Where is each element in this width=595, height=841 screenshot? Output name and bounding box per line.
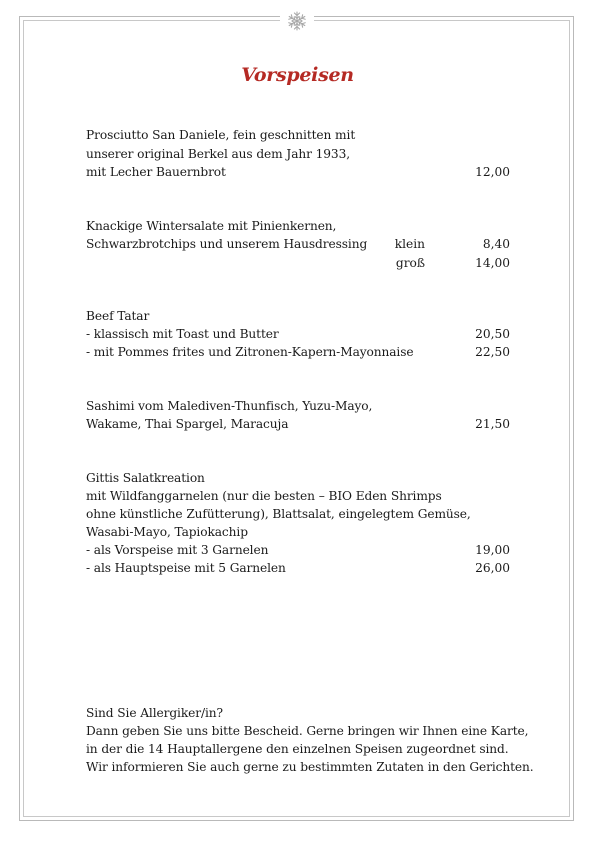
portion-size-label: klein [394,237,425,251]
menu-item-line: - als Vorspeise mit 3 Garnelen [86,543,269,557]
menu-item-price: 26,00 [475,561,510,575]
menu-item-price: 20,50 [475,327,510,341]
menu-item-price: 12,00 [475,165,510,179]
allergy-heading: Sind Sie Allergiker/in? [86,706,223,720]
allergy-text-line: Dann geben Sie uns bitte Bescheid. Gerne bringen wir Ihnen eine Karte, [86,724,529,738]
menu-item-line: Wakame, Thai Spargel, Maracuja [86,417,289,431]
menu-item-line: mit Wildfanggarnelen (nur die besten – BIO Eden Shrimps [86,489,442,503]
portion-size-label: groß [395,256,425,270]
snowflake-icon [280,6,314,36]
menu-item-line: Gittis Salatkreation [86,471,205,485]
page-title: Vorspeisen [241,64,354,86]
menu-item-line: - mit Pommes frites und Zitronen-Kapern-Mayonnaise [86,345,414,359]
menu-item-line: Sashimi vom Malediven-Thunfisch, Yuzu-Mayo, [86,399,373,413]
menu-item-line: ohne künstliche Zufütterung), Blattsalat, eingelegtem Gemüse, [86,507,471,521]
menu-item-line: - als Hauptspeise mit 5 Garnelen [86,561,286,575]
menu-item-price: 21,50 [475,417,510,431]
menu-item-price: 8,40 [482,237,510,251]
menu-item-price: 22,50 [475,345,510,359]
menu-item-line: unserer original Berkel aus dem Jahr 1933, [86,147,350,161]
menu-item-line: - klassisch mit Toast und Butter [86,327,279,341]
menu-item-line: Knackige Wintersalate mit Pinienkernen, [86,219,337,233]
menu-item-line: Schwarzbrotchips und unserem Hausdressing [86,237,368,251]
menu-item-line: Prosciutto San Daniele, fein geschnitten mit [86,128,356,142]
allergy-text-line: in der die 14 Hauptallergene den einzelnen Speisen zugeordnet sind. [86,742,509,756]
menu-item-price: 14,00 [475,256,510,270]
menu-item-line: Wasabi-Mayo, Tapiokachip [86,525,248,539]
menu-item-line: mit Lecher Bauernbrot [86,165,226,179]
menu-item-price: 19,00 [475,543,510,557]
allergy-text-line: Wir informieren Sie auch gerne zu bestimmten Zutaten in den Gerichten. [86,760,534,774]
menu-item-line: Beef Tatar [86,309,150,323]
